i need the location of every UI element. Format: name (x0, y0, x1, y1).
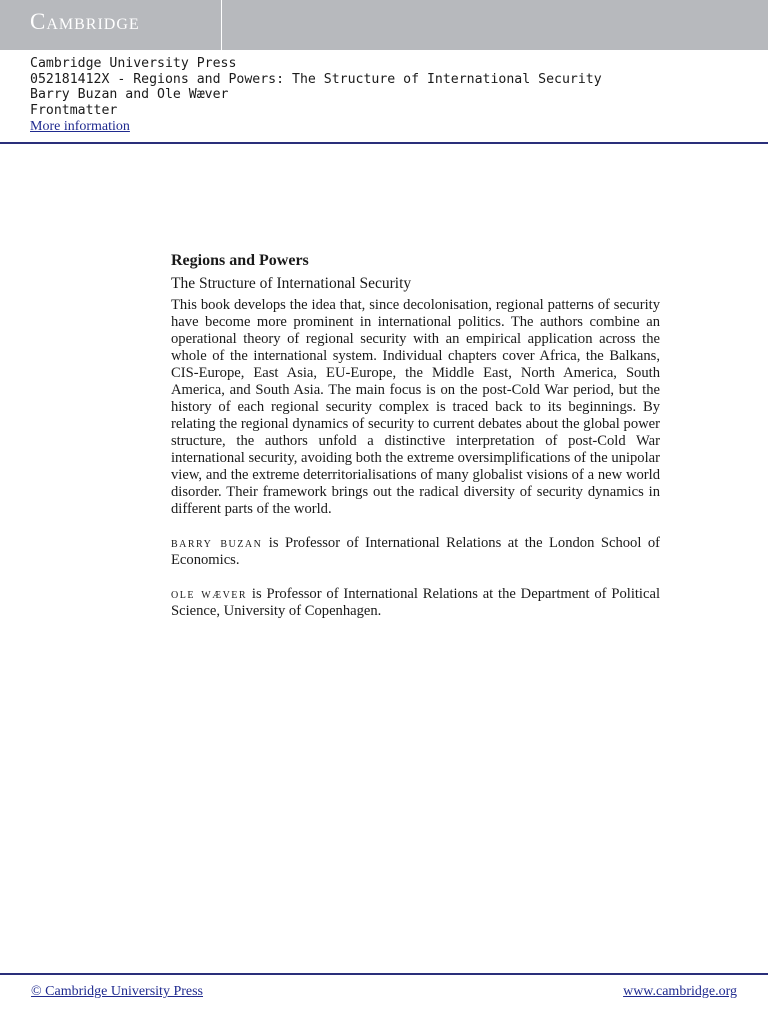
isbn-title-line: 052181412X - Regions and Powers: The Structure of International Security (30, 71, 602, 87)
banner-divider (221, 0, 222, 50)
book-description: This book develops the idea that, since decolonisation, regional patterns of security have become more prominent in international politics. The authors combine an operational theory of regional security with an empirical application across the whole of the international system. Individual chapters cover Africa, the Balkans, CIS-Europe, East Asia, EU-Europe, the Middle East, North America, South America, and South Asia. The main focus is on the post-Cold War period, but the history of each regional security complex is traced back to its beginnings. By relating the regional dynamics of security to current debates about the global power structure, the authors unfold a distinctive interpretation of post-Cold War international security, avoiding both the extreme oversimplifications of the unipolar view, and the extreme deterritorialisations of many globalist visions of a new world disorder. Their framework brings out the radical diversity of security dynamics in different parts of the world. (171, 297, 660, 517)
section-line: Frontmatter (30, 102, 118, 118)
book-subtitle: The Structure of International Security (171, 275, 412, 292)
header-rule (0, 142, 768, 144)
more-information-link[interactable]: More information (30, 119, 130, 134)
copyright-link[interactable]: © Cambridge University Press (31, 984, 204, 999)
author-bio-waever-text: is Professor of International Relations at the Department of Political Science, University of Copenhagen. (171, 586, 660, 619)
author-name-buzan: barry buzan (171, 535, 263, 551)
book-summary (171, 252, 660, 637)
cambridge-banner (0, 0, 768, 50)
book-title: Regions and Powers (171, 252, 309, 269)
author-bio-waever (171, 586, 660, 620)
document-metadata (30, 56, 602, 135)
author-bio-buzan-text: is Professor of International Relations at the London School of Economics. (171, 535, 661, 568)
publisher-line: Cambridge University Press (30, 56, 237, 71)
website-link[interactable]: www.cambridge.org (623, 984, 737, 999)
author-name-waever: ole wæver (171, 586, 248, 602)
authors-line: Barry Buzan and Ole Wæver (30, 87, 229, 102)
footer-rule (0, 973, 768, 975)
cambridge-logo: Cambridge (30, 9, 140, 34)
author-bio-buzan (171, 535, 660, 569)
